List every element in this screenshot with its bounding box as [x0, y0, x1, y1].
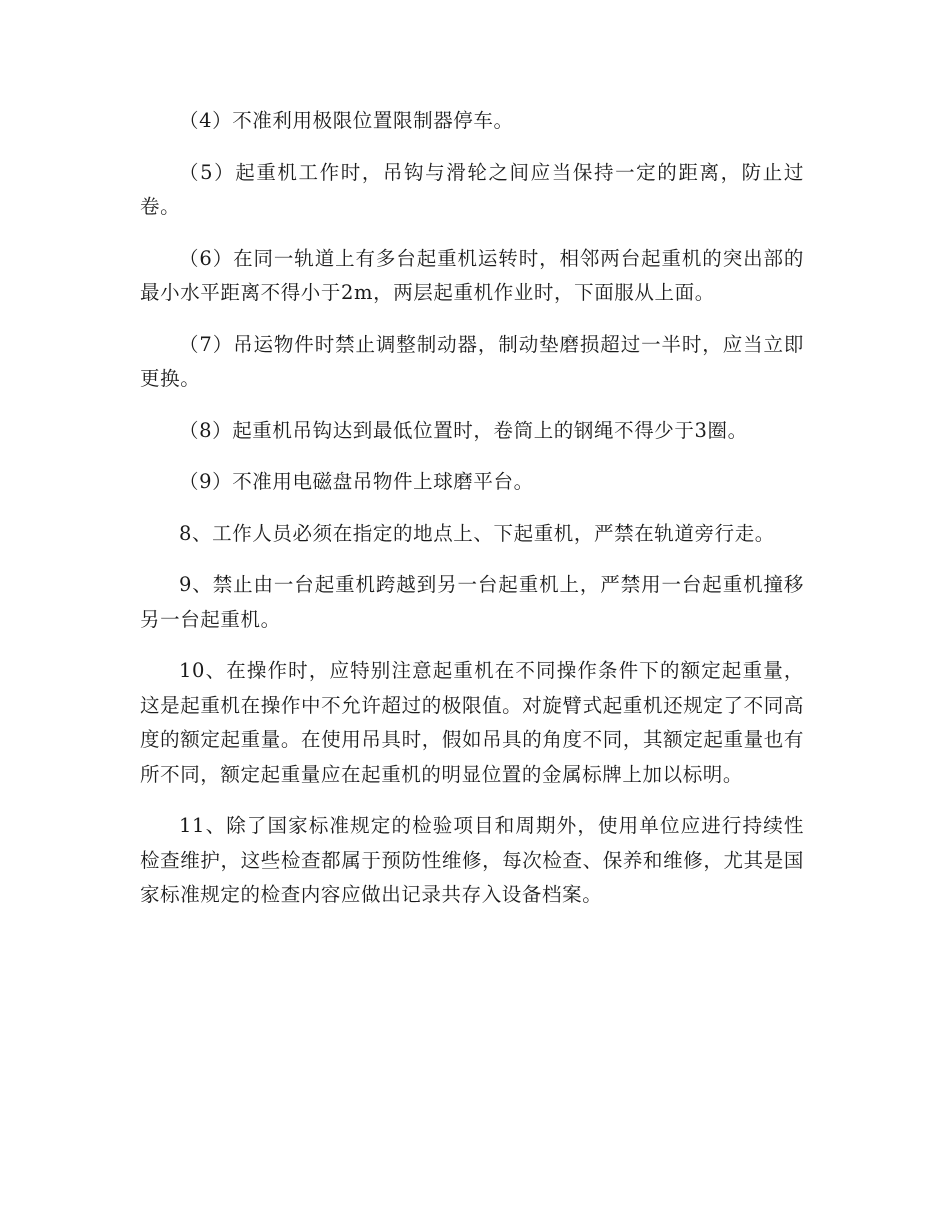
paragraph-item-6: （6）在同一轨道上有多台起重机运转时，相邻两台起重机的突出部的最小水平距离不得小于2m，两层起重机作业时，下面服从上面。 — [140, 246, 804, 304]
paragraph-rule-10: 10、在操作时，应特别注意起重机在不同操作条件下的额定起重量，这是起重机在操作中不允许超过的极限值。对旋臂式起重机还规定了不同高度的额定起重量。在使用吊具时，假如吊具的角度不同，其额定起重量也有所不同，额定起重量应在起重机的明显位置的金属标牌上加以标明。 — [140, 659, 804, 786]
paragraph-item-4: （4）不准利用极限位置限制器停车。 — [179, 109, 514, 132]
paragraph-item-8: （8）起重机吊钩达到最低位置时，卷筒上的钢绳不得少于3圈。 — [179, 418, 748, 442]
document-body — [140, 104, 804, 930]
paragraph-item-7: （7）吊运物件时禁止调整制动器，制动垫磨损超过一半时，应当立即更换。 — [140, 332, 804, 390]
paragraph-rule-9: 9、禁止由一台起重机跨越到另一台起重机上，严禁用一台起重机撞移另一台起重机。 — [140, 573, 804, 631]
paragraph-rule-11: 11、除了国家标准规定的检验项目和周期外，使用单位应进行持续性检查维护，这些检查都属于预防性维修，每次检查、保养和维修，尤其是国家标准规定的检查内容应做出记录共存入设备档案。 — [140, 814, 804, 906]
paragraph-item-5: （5）起重机工作时，吊钩与滑轮之间应当保持一定的距离，防止过卷。 — [140, 160, 804, 218]
paragraph-item-9: （9）不准用电磁盘吊物件上球磨平台。 — [179, 470, 534, 493]
paragraph-rule-8: 8、工作人员必须在指定的地点上、下起重机，严禁在轨道旁行走。 — [179, 521, 775, 545]
